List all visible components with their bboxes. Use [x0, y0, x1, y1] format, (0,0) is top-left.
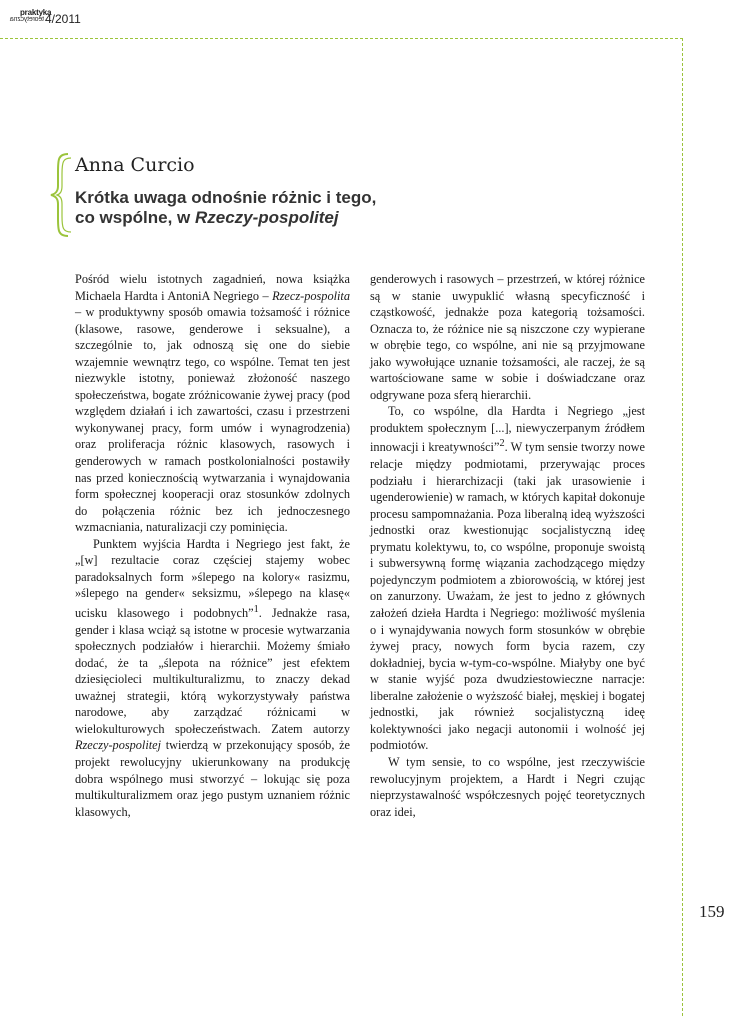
title-line-2: co wspólne, w: [75, 208, 195, 227]
footnote-ref: 2: [499, 438, 505, 450]
article-author: Anna Curcio: [75, 154, 195, 176]
page-number: 159: [699, 902, 725, 921]
title-line-1: Krótka uwaga odnośnie różnic i tego,: [75, 188, 377, 207]
curly-brace-icon: [48, 152, 72, 238]
text-run: twierdzą w przekonujący sposób, że projekt rewolucyjny ukierunkowany na produkcję dobra wspólnego musi stworzyć – lokując się poza multikulturalizmem oraz jego pustym uznaniem różnic klasowych,: [75, 738, 350, 819]
text-run-italic: Rzeczy-pospolitej: [75, 738, 162, 753]
footnote-ref: 1: [253, 603, 259, 615]
title-italic-work: Rzeczy-pospolitej: [194, 208, 339, 227]
text-run: To, co wspólne, dla Hardta i Negriego „jest produktem społecznym [...], niewyczerpanym źródłem innowacji i kreatywności”: [370, 404, 645, 455]
top-dashed-border: [0, 38, 683, 39]
journal-logo: [6, 6, 92, 28]
right-paragraph-3: W tym sensie, to co wspólne, jest rzeczywiście rewolucyjnym projektem, a Hardt i Negri czując nieprzystawalność współczesnych pojęć teoretycznych oraz idei,: [370, 754, 645, 819]
right-paragraph-1: genderowych i rasowych – przestrzeń, w której różnice są w stanie uwypuklić własną specyficzność i cząstkowość, jednakże poza kategorią tożsamości. Oznacza to, że różnice nie są niszczone czy wypierane w obrębie tego, co wspólne, ani nie są przyjmowane jako wywołujące uznanie tożsamości, ale raczej, że są wartościowane same w sobie i doświadczane oraz odgrywane poza sferą hierarchii.: [370, 272, 645, 402]
logo-word-teoretyczna: teoretyczna: [10, 16, 44, 23]
text-run: . W tym sensie tworzy nowe relacje między podmiotami, przerywając proces podziału i hierarchizacji (taki jak urasowienie i ugenderowienie) w ramach, w których kapitał dokonuje procesu sampomnażania. Poza liberalną ideą wyższości jednostki oraz kwestionując socjalistyczną ideę prymatu kolektywu, to, co wspólne, proponuje swoistą i subwersywną formę wiązania zachodzącego między pojedynczym podmiotem a zbiorowością, w której jest on zanurzony. Uważam, że jest to jedno z głównych założeń dzieła Hardta i Negriego: możliwość myślenia o i wynajdywania nowych form stosunków w obrębie żywej pracy, nowych form bycia razem, czy dokładniej, bycia w-tym-co-wspólne. Miałyby one być w stanie wyjść poza dwudziestowieczne narracje: liberalne założenie o wyższość białej, męskiej i bogatej jednostki, jak również socjalistyczną ideę kolektywności jako negacji autonomii i wolność jej podmiotów.: [370, 440, 646, 753]
article-title: [75, 188, 475, 228]
issue-number: 4/2011: [45, 12, 81, 26]
logo-word-praktyka: praktyka: [20, 8, 52, 17]
text-run: Punktem wyjścia Hardta i Negriego jest fakt, że „[w] rezultacie coraz częściej stajemy wobec paradoksalnych form »ślepego na kolory« rasizmu, »ślepego na gender« seksizmu, »ślepego na klasę« ucisku klasowego i podobnych”: [75, 536, 350, 621]
left-text-column: [75, 271, 350, 820]
right-text-column: [370, 271, 645, 820]
text-run: – w produktywny sposób omawia tożsamość i różnice (klasowe, rasowe, genderowe i seksualne), a szczególnie to, jak odnoszą się one do siebie wzajemnie wewnątrz tego, co wspólne. Temat ten jest niezwykle istotny, ponieważ złożoność naszego społeczeństwa, bogate zróżnicowanie żywej pracy (pod względem działań i ich zawartości, czasu i przestrzeni wykonywanej pracy, form umów i wynagrodzenia) oraz proliferacja różnic klasowych, rasowych i genderowych w ramach postkolonialności postawiły nas przed koniecznością wytwarzania i wynajdowania form społecznej kooperacji oraz stosunków zdolnych do połączenia różnic bez ich jednoczesnego wzmacniania, naturalizacji czy pominięcia.: [75, 305, 350, 535]
right-paragraph-2: [370, 403, 645, 754]
text-run-italic: Rzecz-pospolita: [272, 288, 350, 303]
right-dashed-border: [682, 38, 683, 1016]
text-run: . Jednakże rasa, gender i klasa wciąż są istotne w procesie wytwarzania społecznych podziałów i hierarchii. Możemy śmiało dodać, że ta „ślepota na różnice” jest efektem dziesięcioleci multikulturalizmu, to znaczy dekad uważnej strategii, którą wykorzystywały państwa narodowe, aby zarządzać różnicami w wielokulturowych społeczeństwach. Zatem autorzy: [75, 606, 350, 736]
left-paragraph-1: [75, 271, 350, 536]
text-run: Pośród wielu istotnych zagadnień, nowa książka Michaela Hardta i AntoniA Negriego –: [75, 272, 350, 303]
left-paragraph-2: [75, 536, 350, 820]
